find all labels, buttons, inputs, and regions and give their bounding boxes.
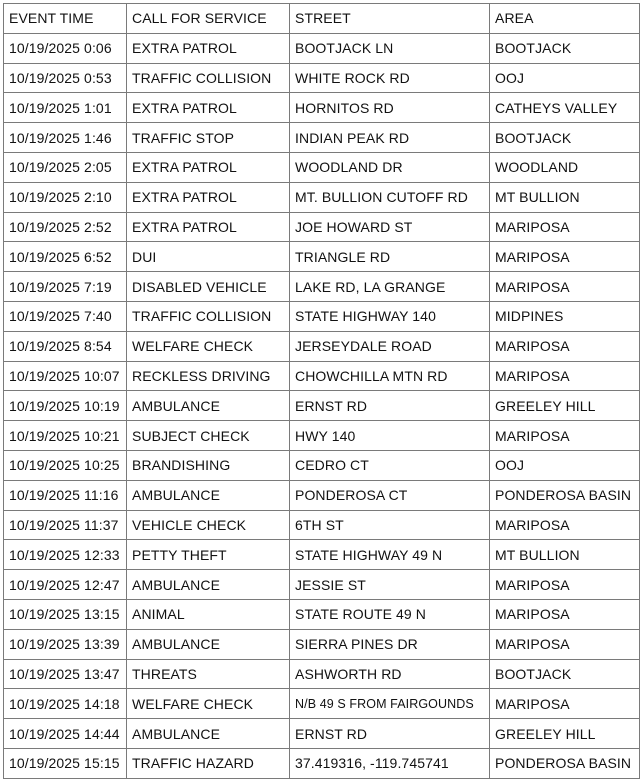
table-row <box>4 391 640 421</box>
table-row <box>4 63 640 93</box>
street-cell: CHOWCHILLA MTN RD <box>290 361 490 391</box>
call-type-cell: RECKLESS DRIVING <box>127 361 290 391</box>
header-row <box>4 4 640 34</box>
call-type-cell: WELFARE CHECK <box>127 331 290 361</box>
header-area: AREA <box>490 4 640 34</box>
street-cell: ASHWORTH RD <box>290 659 490 689</box>
table-body <box>4 33 640 778</box>
area-cell: MARIPOSA <box>490 629 640 659</box>
event-time-cell: 10/19/2025 1:46 <box>4 123 127 153</box>
street-cell: WHITE ROCK RD <box>290 63 490 93</box>
call-type-cell: WELFARE CHECK <box>127 689 290 719</box>
event-time-cell: 10/19/2025 14:18 <box>4 689 127 719</box>
call-type-cell: ANIMAL <box>127 599 290 629</box>
street-cell: MT. BULLION CUTOFF RD <box>290 182 490 212</box>
area-cell: MARIPOSA <box>490 361 640 391</box>
area-cell: MARIPOSA <box>490 331 640 361</box>
street-cell: WOODLAND DR <box>290 152 490 182</box>
table-row <box>4 93 640 123</box>
table-row <box>4 361 640 391</box>
table-row <box>4 242 640 272</box>
area-cell: MIDPINES <box>490 301 640 331</box>
call-type-cell: AMBULANCE <box>127 480 290 510</box>
street-cell: 6TH ST <box>290 510 490 540</box>
event-time-cell: 10/19/2025 2:52 <box>4 212 127 242</box>
call-type-cell: AMBULANCE <box>127 629 290 659</box>
call-type-cell: THREATS <box>127 659 290 689</box>
table-row <box>4 272 640 302</box>
table-row <box>4 540 640 570</box>
table-row <box>4 421 640 451</box>
street-cell: LAKE RD, LA GRANGE <box>290 272 490 302</box>
event-time-cell: 10/19/2025 10:25 <box>4 450 127 480</box>
street-cell: PONDEROSA CT <box>290 480 490 510</box>
table-row <box>4 182 640 212</box>
table-row <box>4 629 640 659</box>
call-log-table <box>3 3 640 779</box>
area-cell: BOOTJACK <box>490 123 640 153</box>
call-type-cell: EXTRA PATROL <box>127 152 290 182</box>
area-cell: MARIPOSA <box>490 510 640 540</box>
area-cell: MT BULLION <box>490 182 640 212</box>
area-cell: MARIPOSA <box>490 689 640 719</box>
street-cell: ERNST RD <box>290 391 490 421</box>
area-cell: OOJ <box>490 450 640 480</box>
area-cell: WOODLAND <box>490 152 640 182</box>
event-time-cell: 10/19/2025 2:05 <box>4 152 127 182</box>
table-row <box>4 123 640 153</box>
call-type-cell: SUBJECT CHECK <box>127 421 290 451</box>
street-cell: ERNST RD <box>290 719 490 749</box>
area-cell: MARIPOSA <box>490 272 640 302</box>
street-cell: N/B 49 S FROM FAIRGOUNDS <box>290 689 490 719</box>
area-cell: GREELEY HILL <box>490 719 640 749</box>
area-cell: MARIPOSA <box>490 599 640 629</box>
call-type-cell: TRAFFIC STOP <box>127 123 290 153</box>
street-cell: INDIAN PEAK RD <box>290 123 490 153</box>
table-row <box>4 331 640 361</box>
header-event-time: EVENT TIME <box>4 4 127 34</box>
street-cell: HWY 140 <box>290 421 490 451</box>
table-row <box>4 599 640 629</box>
call-type-cell: DISABLED VEHICLE <box>127 272 290 302</box>
call-type-cell: BRANDISHING <box>127 450 290 480</box>
event-time-cell: 10/19/2025 8:54 <box>4 331 127 361</box>
table-row <box>4 212 640 242</box>
street-cell: JOE HOWARD ST <box>290 212 490 242</box>
area-cell: CATHEYS VALLEY <box>490 93 640 123</box>
street-cell: SIERRA PINES DR <box>290 629 490 659</box>
event-time-cell: 10/19/2025 11:16 <box>4 480 127 510</box>
call-type-cell: PETTY THEFT <box>127 540 290 570</box>
event-time-cell: 10/19/2025 0:53 <box>4 63 127 93</box>
table-row <box>4 480 640 510</box>
event-time-cell: 10/19/2025 13:15 <box>4 599 127 629</box>
street-cell: STATE ROUTE 49 N <box>290 599 490 629</box>
table-row <box>4 510 640 540</box>
area-cell: BOOTJACK <box>490 33 640 63</box>
area-cell: PONDEROSA BASIN <box>490 480 640 510</box>
street-cell: BOOTJACK LN <box>290 33 490 63</box>
table-row <box>4 301 640 331</box>
event-time-cell: 10/19/2025 12:47 <box>4 570 127 600</box>
area-cell: GREELEY HILL <box>490 391 640 421</box>
call-type-cell: TRAFFIC HAZARD <box>127 748 290 778</box>
header-street: STREET <box>290 4 490 34</box>
call-type-cell: EXTRA PATROL <box>127 212 290 242</box>
event-time-cell: 10/19/2025 10:07 <box>4 361 127 391</box>
table-row <box>4 689 640 719</box>
table-row <box>4 33 640 63</box>
event-time-cell: 10/19/2025 10:21 <box>4 421 127 451</box>
event-time-cell: 10/19/2025 10:19 <box>4 391 127 421</box>
event-time-cell: 10/19/2025 1:01 <box>4 93 127 123</box>
event-time-cell: 10/19/2025 12:33 <box>4 540 127 570</box>
call-type-cell: AMBULANCE <box>127 719 290 749</box>
event-time-cell: 10/19/2025 7:19 <box>4 272 127 302</box>
street-cell: CEDRO CT <box>290 450 490 480</box>
event-time-cell: 10/19/2025 7:40 <box>4 301 127 331</box>
call-type-cell: EXTRA PATROL <box>127 33 290 63</box>
street-cell: STATE HIGHWAY 140 <box>290 301 490 331</box>
street-cell: HORNITOS RD <box>290 93 490 123</box>
area-cell: MARIPOSA <box>490 421 640 451</box>
header-call-for-service: CALL FOR SERVICE <box>127 4 290 34</box>
event-time-cell: 10/19/2025 15:15 <box>4 748 127 778</box>
street-cell: TRIANGLE RD <box>290 242 490 272</box>
street-cell: 37.419316, -119.745741 <box>290 748 490 778</box>
area-cell: MT BULLION <box>490 540 640 570</box>
street-cell: STATE HIGHWAY 49 N <box>290 540 490 570</box>
area-cell: PONDEROSA BASIN <box>490 748 640 778</box>
event-time-cell: 10/19/2025 6:52 <box>4 242 127 272</box>
call-type-cell: AMBULANCE <box>127 391 290 421</box>
table-row <box>4 152 640 182</box>
area-cell: BOOTJACK <box>490 659 640 689</box>
street-cell: JERSEYDALE ROAD <box>290 331 490 361</box>
street-cell: JESSIE ST <box>290 570 490 600</box>
call-type-cell: TRAFFIC COLLISION <box>127 63 290 93</box>
call-type-cell: TRAFFIC COLLISION <box>127 301 290 331</box>
call-type-cell: DUI <box>127 242 290 272</box>
table-row <box>4 719 640 749</box>
table-header <box>4 4 640 34</box>
area-cell: MARIPOSA <box>490 212 640 242</box>
event-time-cell: 10/19/2025 13:47 <box>4 659 127 689</box>
call-type-cell: VEHICLE CHECK <box>127 510 290 540</box>
event-time-cell: 10/19/2025 13:39 <box>4 629 127 659</box>
area-cell: OOJ <box>490 63 640 93</box>
table-row <box>4 748 640 778</box>
table-row <box>4 570 640 600</box>
event-time-cell: 10/19/2025 2:10 <box>4 182 127 212</box>
event-time-cell: 10/19/2025 14:44 <box>4 719 127 749</box>
area-cell: MARIPOSA <box>490 242 640 272</box>
event-time-cell: 10/19/2025 0:06 <box>4 33 127 63</box>
event-time-cell: 10/19/2025 11:37 <box>4 510 127 540</box>
call-type-cell: AMBULANCE <box>127 570 290 600</box>
table-row <box>4 450 640 480</box>
area-cell: MARIPOSA <box>490 570 640 600</box>
call-type-cell: EXTRA PATROL <box>127 93 290 123</box>
table-row <box>4 659 640 689</box>
call-type-cell: EXTRA PATROL <box>127 182 290 212</box>
